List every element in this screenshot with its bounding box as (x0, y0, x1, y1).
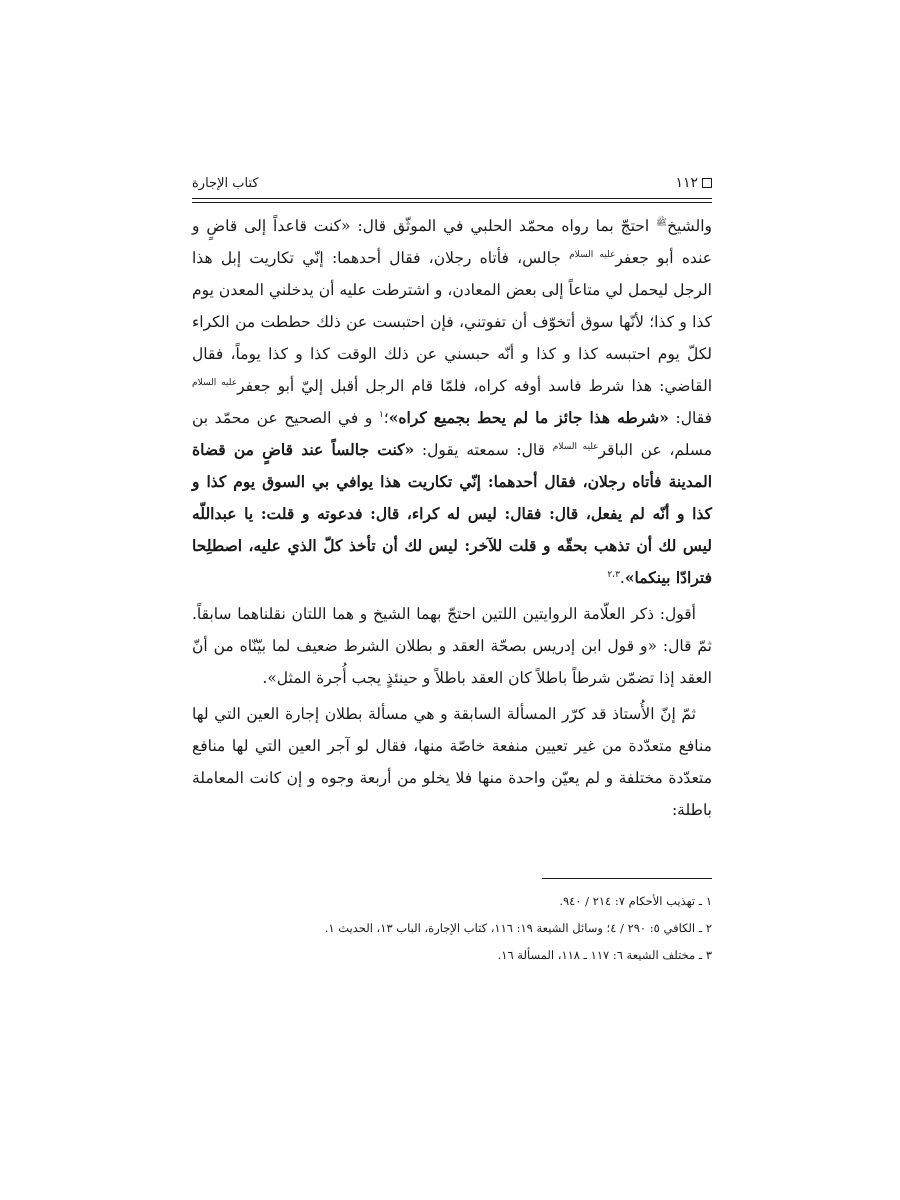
footnote-1: ١ ـ تهذيب الأحكام ٧: ٢١٤ / ٩٤٠. (559, 894, 712, 908)
text-run: فقال: (668, 409, 712, 427)
text-run: و في الصحيح عن محمّد بن مسلم، عن الباقر (192, 409, 713, 459)
header-rule-top (192, 198, 712, 199)
text-run: . (619, 569, 625, 587)
footnote-3: ٣ ـ مختلف الشيعة ٦: ١١٧ ـ ١١٨، المسألة ١٦. (497, 948, 712, 962)
quote-bold: «كنت جالساً عند قاضٍ من قضاة المدينة فأتاه رجلان، فقال أحدهما: إنّي تكاريت هذا يوافي بي السوق يوم كذا و كذا و أنّه لم يفعل، قال: فقال: ليس له كراء، قال: فدعوته و قلت: يا عبداللّه ليس لك أن تذهب بحقّه و قلت للآخر: ليس لك أن تأخذ كلّ الذي عليه، اصطلِحا فترادّا بينكما» (192, 440, 712, 587)
footnote-2: ٢ ـ الكافي ٥: ٢٩٠ / ٤؛ وسائل الشيعة ١٩: ١١٦، كتاب الإجارة، الباب ١٣، الحديث ١. (324, 921, 712, 935)
running-header (192, 170, 712, 200)
main-text (192, 210, 712, 826)
honorific-glyph: ﷺ (656, 217, 667, 228)
honorific-glyph: عليه السلام (192, 377, 238, 388)
text-run: قال: سمعته يقول: (414, 441, 553, 459)
square-ornament-icon (702, 178, 712, 188)
footnote-separator (542, 878, 712, 879)
footnote-ref-2-3[interactable]: ٢،٣ (607, 569, 620, 580)
chapter-title: كتاب الإجارة (192, 176, 259, 191)
paragraph-3: ثمّ إنّ الأُستاذ قد كرّر المسألة السابقة و هي مسألة بطلان إجارة العين التي لها منافع متعدّدة من غير تعيين منفعة خاصّة منها، فقال لو آجر العين التي لها منافع متعدّدة مختلفة و لم يعيّن واحدة منها فلا يخلو من أربعة وجوه و إن كانت المعاملة باطلة: (192, 705, 712, 819)
honorific-glyph: عليه السلام (552, 441, 599, 452)
text-run: ؛ (383, 409, 389, 427)
honorific-glyph: عليه السلام (569, 249, 616, 260)
text-run: جالس، فأتاه رجلان، فقال أحدهما: إنّي تكاريت إبل هذا الرجل ليحمل لي متاعاً إلى بعض المعادن، و اشترطت عليه أن يدخلني المعدن يوم كذا و كذا؛ لأنّها سوق أتخوّف أن تفوتني، فإن احتبست عن ذلك حططت من الكراء لكلّ يوم احتبسه كذا و كذا و أنّه حبسني عن ذلك الوقت كذا و كذا يوماً، فقال القاضي: هذا شرط فاسد أوفه كراه، فلمّا قام الرجل أقبل إليّ أبو جعفر (192, 249, 712, 395)
text-run: والشيخ (666, 217, 712, 235)
quote-bold: «شرطه هذا جائز ما لم يحط بجميع كراه» (388, 408, 669, 427)
paragraph-1 (192, 210, 712, 594)
page-number: ١١٢ (675, 175, 698, 191)
header-rule-bottom (192, 202, 712, 203)
footnotes (192, 888, 712, 969)
page-number-block (675, 175, 712, 191)
book-page (192, 170, 712, 1070)
text-run: احتجّ بما رواه محمّد الحلبي في الموثّق قال: «كنت قاعداً إلى قاضٍ و عنده أبو جعفر (192, 217, 712, 267)
footnote-ref-1[interactable]: ١ (378, 409, 384, 420)
paragraph-2: أقول: ذكر العلّامة الروايتين اللتين احتجّ بهما الشيخ و هما اللتان نقلناهما سابقاً. ثمّ قال: «و قول ابن إدريس بصحّة العقد و بطلان الشرط ضعيف لما بيّنّاه من أنّ العقد إذا تضمّن شرطاً باطلاً كان العقد باطلاً و حينئذٍ يجب أُجرة المثل». (192, 605, 712, 687)
